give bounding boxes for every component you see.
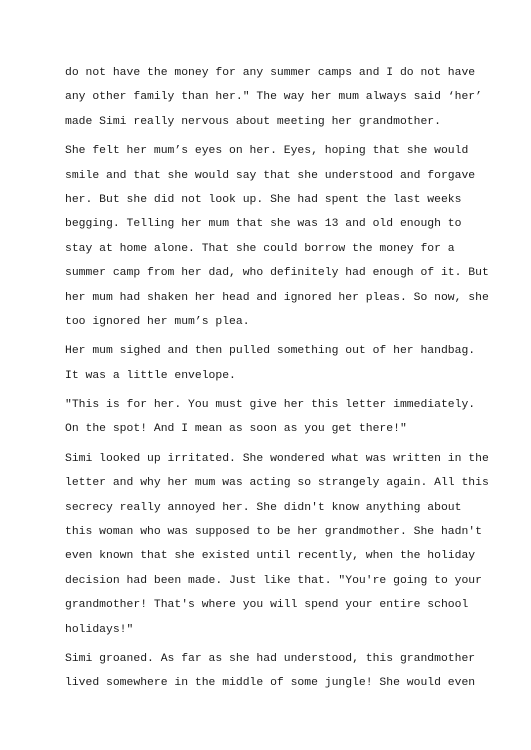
text-line: her. But she did not look up. She had spent the last weeks — [65, 193, 462, 206]
text-line: "This is for her. You must give her this letter immediately. — [65, 399, 476, 412]
story-text — [65, 61, 489, 701]
text-line: this woman who was supposed to be her grandmother. She hadn't — [65, 526, 482, 539]
text-line: She felt her mum’s eyes on her. Eyes, hoping that she would — [65, 145, 469, 158]
paragraph — [65, 139, 489, 334]
text-line: lived somewhere in the middle of some jungle! She would even — [65, 677, 476, 690]
paragraph — [65, 61, 485, 134]
text-line: even known that she existed until recently, when the holiday — [65, 550, 476, 563]
text-line: summer camp from her dad, who definitely had enough of it. But — [65, 267, 489, 280]
text-line: her mum had shaken her head and ignored her pleas. So now, she — [65, 291, 489, 304]
text-line: grandmother! That's where you will spend your entire school — [65, 599, 469, 612]
text-line: Simi looked up irritated. She wondered what was written in the — [65, 452, 489, 465]
text-line: It was a little envelope. — [65, 369, 236, 382]
paragraph — [65, 447, 489, 642]
text-line: smile and that she would say that she understood and forgave — [65, 169, 476, 182]
text-line: do not have the money for any summer camps and I do not have — [65, 67, 476, 79]
paragraph — [65, 647, 485, 696]
paragraph — [65, 339, 485, 388]
text-line: holidays!" — [65, 623, 134, 636]
text-line: too ignored her mum’s plea. — [65, 315, 250, 328]
text-line: any other family than her." The way her mum always said ‘her’ — [65, 91, 482, 104]
text-line: decision had been made. Just like that. "You're going to your — [65, 574, 482, 587]
text-line: Her mum sighed and then pulled something out of her handbag. — [65, 345, 476, 358]
text-line: stay at home alone. That she could borrow the money for a — [65, 242, 455, 255]
text-line: secrecy really annoyed her. She didn't know anything about — [65, 501, 462, 514]
paragraph — [65, 393, 485, 442]
text-line: begging. Telling her mum that she was 13 and old enough to — [65, 218, 462, 231]
text-line: letter and why her mum was acting so strangely again. All this — [65, 477, 489, 490]
text-line: made Simi really nervous about meeting her grandmother. — [65, 115, 441, 128]
text-line: Simi groaned. As far as she had understood, this grandmother — [65, 652, 476, 665]
text-line: On the spot! And I mean as soon as you get there!" — [65, 423, 407, 436]
